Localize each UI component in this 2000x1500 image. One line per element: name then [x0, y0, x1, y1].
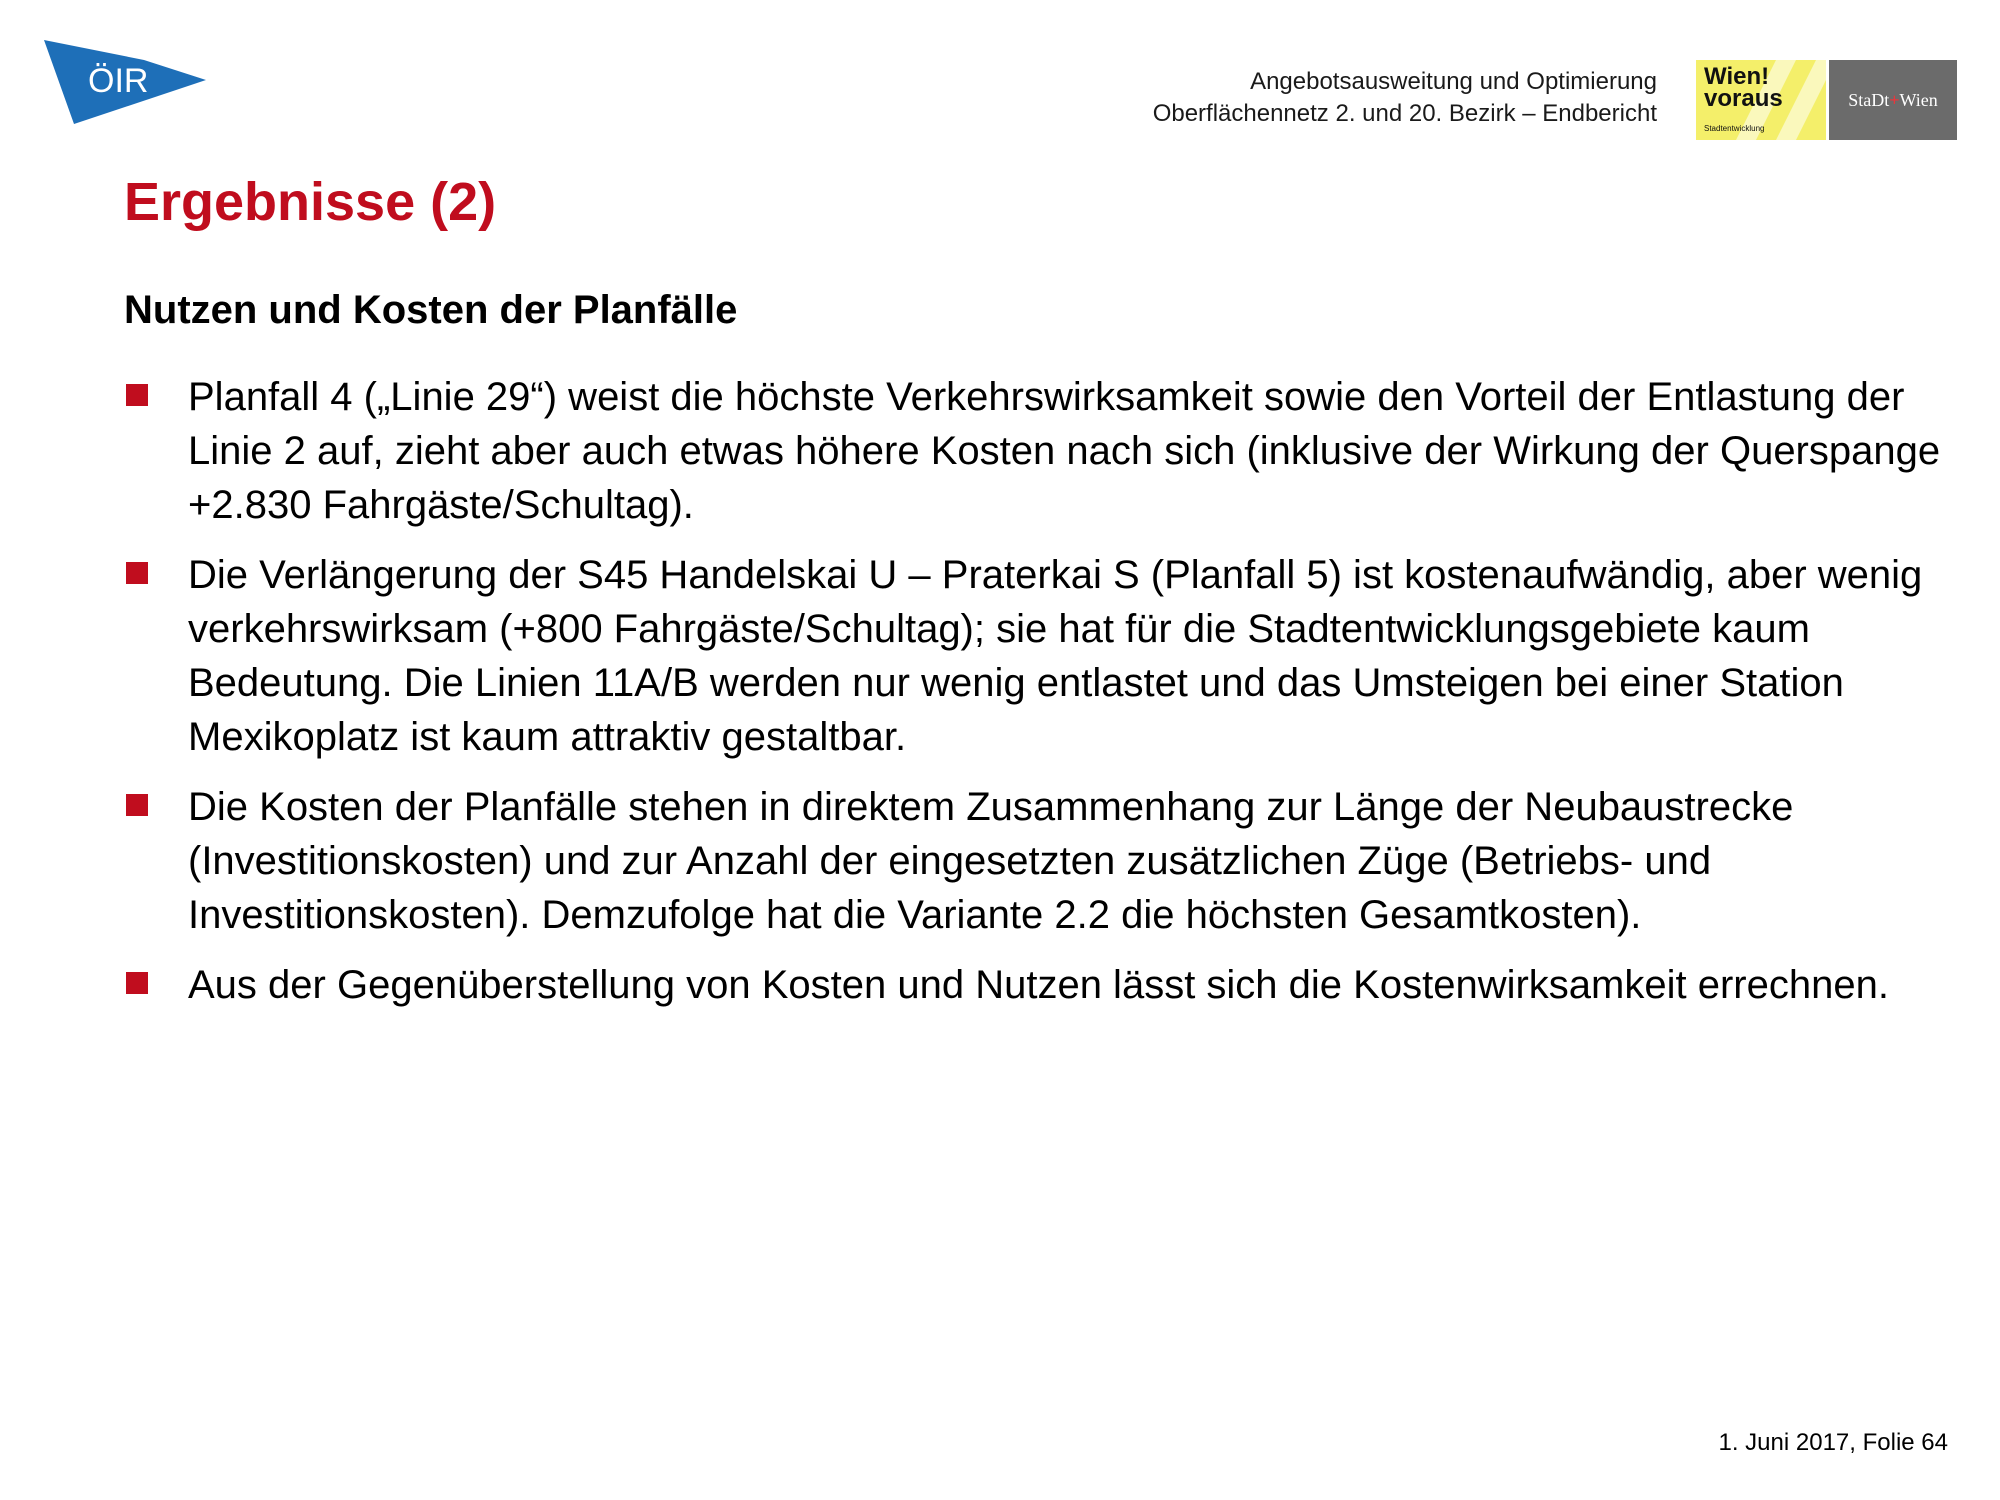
header-title-line1: Angebotsausweitung und Optimierung: [1250, 68, 1657, 95]
bullet-item: [124, 780, 1954, 942]
bullet-square-icon: [126, 972, 148, 994]
bullet-text: Aus der Gegenüberstellung von Kosten und Nutzen lässt sich die Kostenwirksamkeit errechnen.: [188, 963, 1889, 1007]
bullet-text: Planfall 4 („Linie 29“) weist die höchste Verkehrswirksamkeit sowie den Vorteil der Entlastung der Linie 2 auf, zieht aber auch etwas höhere Kosten nach sich (inklusive der Wirkung der Querspange +2.830 Fahrgäste/Schultag).: [188, 375, 1941, 527]
bullet-item: [124, 958, 1954, 1012]
slide-footer: 1. Juni 2017, Folie 64: [1718, 1429, 1948, 1456]
oir-logo: [44, 40, 206, 124]
wien-logo-text: Wien! voraus: [1704, 63, 1783, 112]
bullet-item: [124, 548, 1954, 764]
oir-logo-icon: [44, 40, 206, 124]
bullet-square-icon: [126, 562, 148, 584]
bullet-item: [124, 370, 1954, 532]
bullet-text: Die Kosten der Planfälle stehen in direktem Zusammenhang zur Länge der Neubaustrecke (Investitionskosten) und zur Anzahl der eingesetzten zusätzlichen Züge (Betriebs- und Investitionskosten). Demzufolge hat die Variante 2.2 die höchsten Gesamtkosten).: [188, 785, 1794, 937]
wien-logo-subtext: Stadtentwicklung: [1704, 124, 1765, 133]
page-title: Ergebnisse (2): [124, 172, 497, 232]
bullet-text: Die Verlängerung der S45 Handelskai U – Praterkai S (Planfall 5) ist kostenaufwändig, aber wenig verkehrswirksam (+800 Fahrgäste/Schultag); sie hat für die Stadtentwicklungsgebiete kaum Bedeutung. Die Linien 11A/B werden nur wenig entlastet und das Umsteigen bei einer Station Mexikoplatz ist kaum attraktiv gestaltbar.: [188, 553, 1923, 759]
wien-voraus-logo: [1696, 60, 1826, 140]
document-header: [1153, 66, 1657, 130]
section-subtitle: Nutzen und Kosten der Planfälle: [124, 288, 738, 332]
stadt-logo-left: StaDt: [1848, 89, 1890, 110]
bullet-square-icon: [126, 384, 148, 406]
stadt-logo-right: Wien: [1899, 89, 1938, 110]
bullet-square-icon: [126, 794, 148, 816]
oir-logo-text: ÖIR: [88, 62, 149, 100]
cross-icon: +: [1889, 89, 1900, 110]
stadt-wien-logo: [1829, 60, 1957, 140]
header-title-line2: Oberflächennetz 2. und 20. Bezirk – Endbericht: [1152, 100, 1657, 127]
bullet-list: [124, 370, 1954, 1028]
